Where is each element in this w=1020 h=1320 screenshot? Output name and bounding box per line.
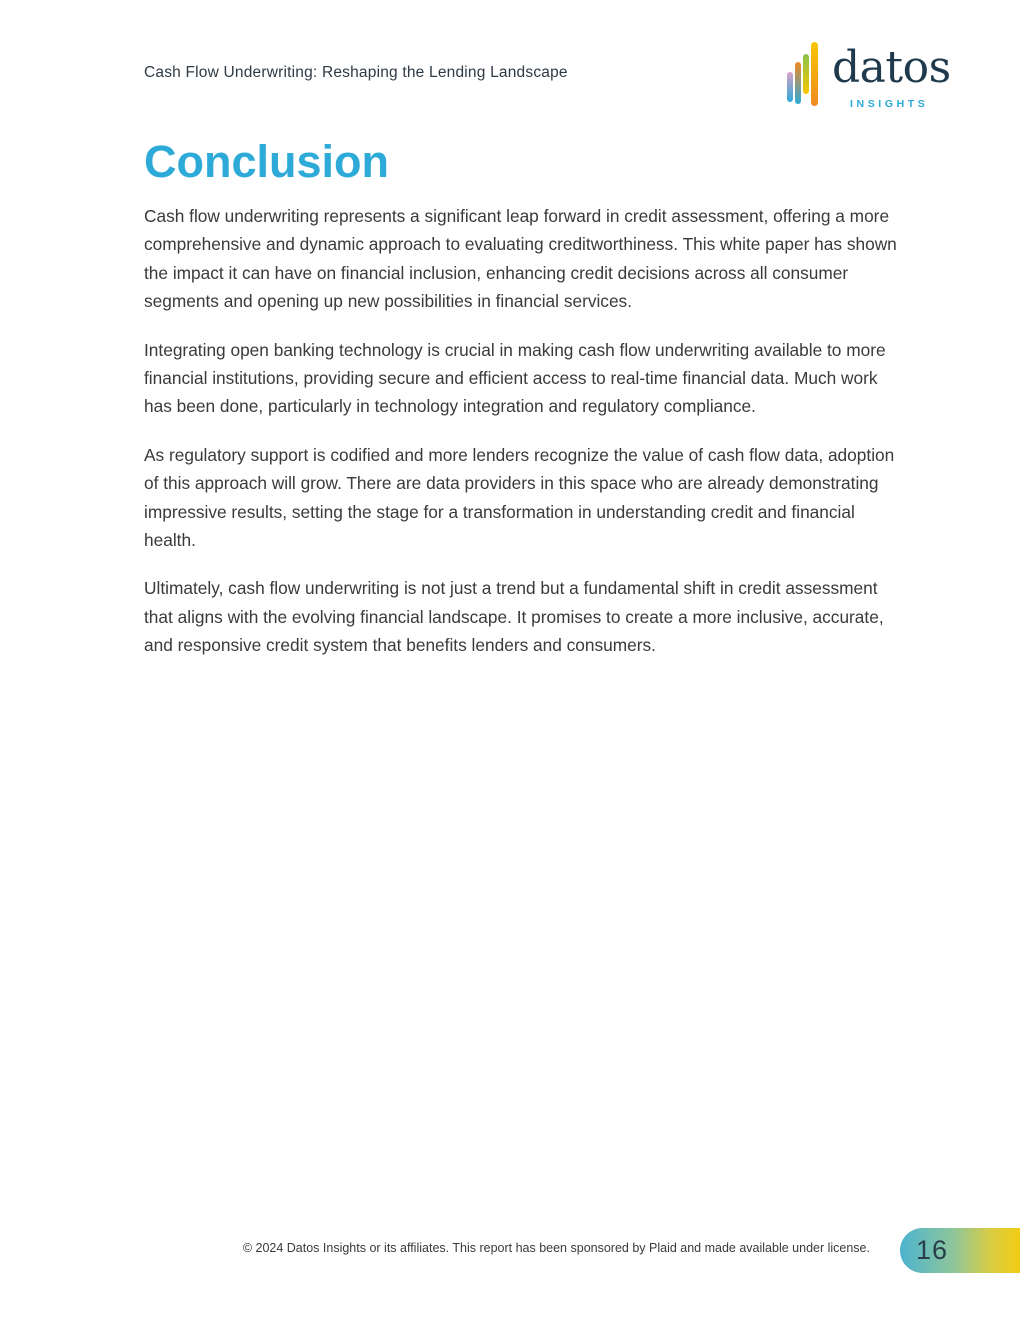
copyright-footer: © 2024 Datos Insights or its affiliates. This report has been sponsored by Plaid and made available under license. [242,1241,870,1255]
logo-wordmark: datos [832,42,951,93]
paragraph: Cash flow underwriting represents a significant leap forward in credit assessment, offering a more comprehensive and dynamic approach to evaluating creditworthiness. This white paper has shown the impact it can have on financial inclusion, enhancing credit decisions across all consumer segments and opening up new possibilities in financial services. [144,206,897,312]
running-header: Cash Flow Underwriting: Reshaping the Lending Landscape [144,64,568,81]
datos-insights-logo [784,40,954,114]
paragraph: Integrating open banking technology is crucial in making cash flow underwriting available to more financial institutions, providing secure and efficient access to real-time financial data. Much work has been done, particularly in technology integration and regulatory compliance. [144,339,886,417]
logo-subtitle: INSIGHTS [850,98,929,110]
paragraph: Ultimately, cash flow underwriting is not just a trend but a fundamental shift in credit assessment that aligns with the evolving financial landscape. It promises to create a more inclusive, accurate, and responsive credit system that benefits lenders and consumers. [144,578,884,656]
page-number: 16 [916,1235,949,1265]
page-title: Conclusion [144,136,389,187]
datos-bars-logo-icon [786,42,822,106]
page-number-badge [900,1228,1020,1273]
paragraph: As regulatory support is codified and more lenders recognize the value of cash flow data, adoption of this approach will grow. There are data providers in this space who are already demonstrating impressive results, setting the stage for a transformation in understanding credit and financial health. [144,444,895,551]
conclusion-body [144,202,904,680]
